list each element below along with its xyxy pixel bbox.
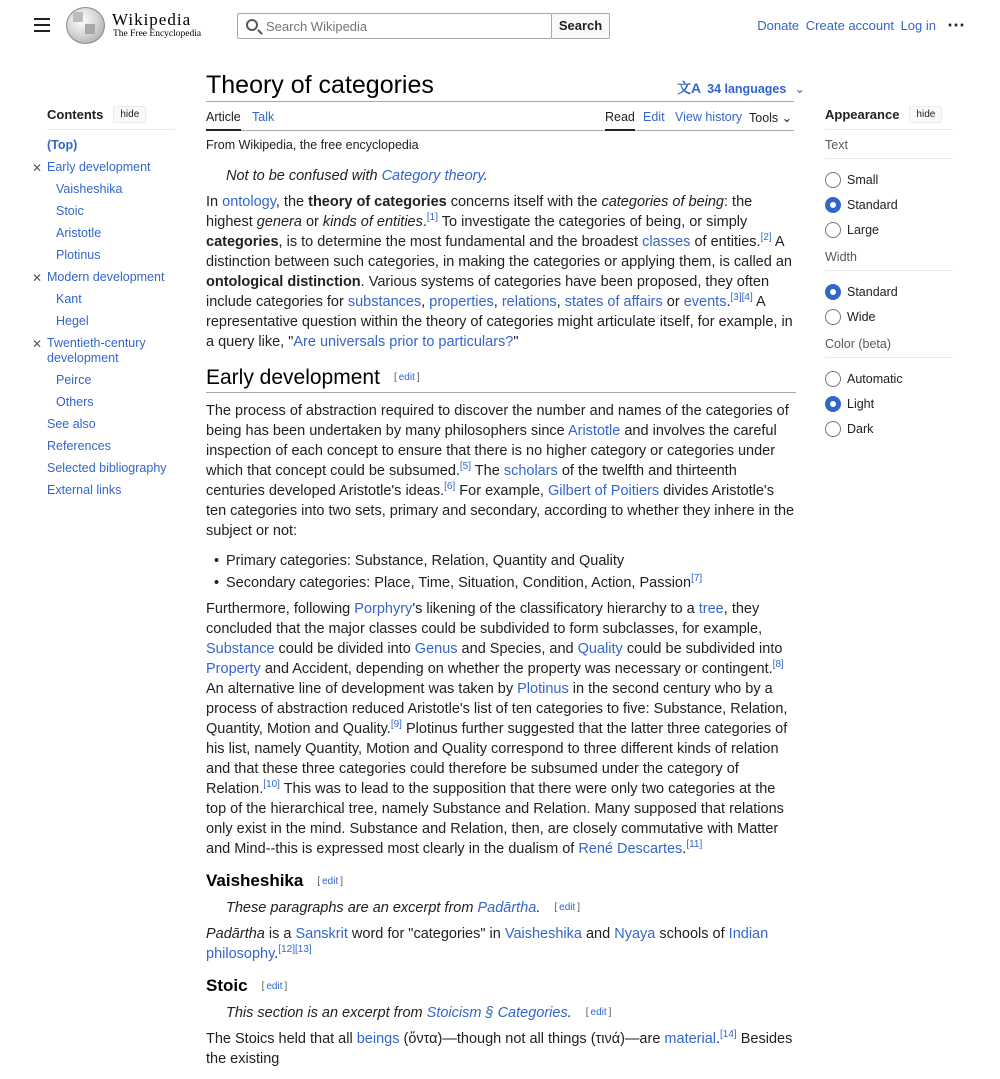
edit-link[interactable]: edit <box>398 372 415 384</box>
collapse-caret-icon[interactable]: ✕ <box>32 271 43 285</box>
width-standard-option[interactable] <box>825 279 953 304</box>
section-heading-stoic <box>206 976 796 997</box>
toc-item-label[interactable]: External links <box>47 483 122 497</box>
toc-item-twentieth-century[interactable] <box>32 336 175 366</box>
early-paragraph-2: Furthermore, following Porphyry's likening of the classificatory hierarchy to a tree, they concluded that the major classes could be subdivided to form subclasses, for example, Substance could be divided into Genus and Species, and Quality could be subdivided into Property and Accident, depending on whether the property was necessary or contingent.[8] An alternative line of development was taken by Plotinus in the second century who by a process of abstraction reduced Aristotle's list of ten categories to five: Substance, Relation, Quantity, Motion and Quality.[9] Plotinus further suggested that the latter three categories of his list, namely Quantity, Motion and Quality correspond to three different kinds of relation and that these three categories could therefore be subsumed under the category of Relation.[10] This was to lead to the supposition that there were only two categories at the top of the hierarchical tree, namely Substance and Relation. Many supposed that relations only exist in the mind. Substance and Relation, then, are closely commutative with Matter and Mind--this is expressed most clearly in the dualism of René Descartes.[11] <box>206 601 788 858</box>
heading-text: Stoic <box>206 976 248 996</box>
chevron-down-icon: ⌄ <box>781 111 793 125</box>
toc-item-label[interactable]: Vaisheshika <box>56 182 123 196</box>
substances-link[interactable]: substances <box>347 294 422 310</box>
appearance-hide-button[interactable]: hide <box>909 106 942 123</box>
hatnote-text: These paragraphs are an excerpt from <box>226 899 478 916</box>
edit-section: [ edit ] <box>261 980 288 992</box>
search-icon <box>246 19 258 31</box>
tab-view-history[interactable]: View history <box>675 110 743 124</box>
create-account-link[interactable]: Create account <box>805 18 894 33</box>
table-of-contents <box>32 106 175 505</box>
tab-read[interactable]: Read <box>605 110 635 131</box>
toc-item-label[interactable]: Plotinus <box>56 248 101 262</box>
color-label: Color (beta) <box>825 337 953 358</box>
more-options-icon[interactable]: ⋯ <box>947 15 966 35</box>
toc-item-references[interactable] <box>47 439 175 454</box>
width-wide-option[interactable] <box>825 304 953 329</box>
toc-item-label[interactable]: Hegel <box>56 314 89 328</box>
language-count[interactable]: 34 languages <box>707 82 787 96</box>
toc-item-label[interactable]: Others <box>56 395 94 409</box>
tools-menu[interactable] <box>749 110 792 125</box>
section-heading-vaisheshika <box>206 871 796 892</box>
edit-section: [ edit ] <box>317 875 344 887</box>
option-label: Standard <box>847 284 898 299</box>
toc-item-label[interactable]: Peirce <box>56 373 92 387</box>
edit-section: [ edit ] <box>393 372 420 384</box>
toc-item-label[interactable]: Early development <box>47 160 151 174</box>
tab-edit[interactable]: Edit <box>643 110 665 124</box>
radio-button[interactable] <box>825 421 841 437</box>
descartes-link[interactable]: René Descartes <box>578 841 683 858</box>
hatnote-text: Not to be confused with <box>226 168 382 184</box>
nyaya-link[interactable]: Nyaya <box>614 926 656 943</box>
edit-link[interactable]: edit <box>590 1006 607 1018</box>
padartha-link[interactable]: Padārtha <box>477 899 537 916</box>
stoicism-categories-link[interactable]: Stoicism § Categories <box>426 1004 568 1021</box>
option-label: Dark <box>847 421 874 436</box>
text-large-option[interactable] <box>825 217 953 242</box>
indian-philosophy-link[interactable]: Indian philosophy <box>206 926 769 963</box>
edit-section: [ edit ] <box>585 1006 612 1018</box>
site-header <box>0 0 1000 52</box>
list-item: • Secondary categories: Place, Time, Situation, Condition, Action, Passion[7] <box>226 573 796 593</box>
edit-section: [ edit ] <box>554 902 581 914</box>
color-dark-option[interactable] <box>825 416 953 441</box>
option-label: Standard <box>847 197 898 212</box>
color-automatic-option[interactable] <box>825 366 953 391</box>
collapse-caret-icon[interactable]: ✕ <box>32 161 43 175</box>
toc-item-see-also[interactable] <box>47 417 175 432</box>
toc-hide-button[interactable]: hide <box>113 106 146 123</box>
option-label: Wide <box>847 309 876 324</box>
chevron-down-icon: ⌄ <box>794 82 805 96</box>
radio-button[interactable] <box>825 309 841 325</box>
category-theory-link[interactable]: Category theory <box>381 168 484 184</box>
gilbert-link[interactable]: Gilbert of Poitiers <box>547 483 660 500</box>
events-link[interactable]: events <box>683 294 727 310</box>
toc-item-top[interactable] <box>47 138 175 153</box>
quality-link[interactable]: Quality <box>577 641 623 658</box>
toc-item-label[interactable]: Twentieth-century development <box>47 336 146 365</box>
option-label: Automatic <box>847 371 903 386</box>
toc-item-external-links[interactable] <box>47 483 175 498</box>
toc-item-selected-bibliography[interactable] <box>47 461 175 476</box>
user-links <box>754 18 936 33</box>
radio-button[interactable] <box>825 172 841 188</box>
option-label: Large <box>847 222 879 237</box>
donate-link[interactable]: Donate <box>757 18 800 33</box>
toc-item-early-development[interactable] <box>32 160 175 175</box>
option-label: Light <box>847 396 875 411</box>
toc-item-label[interactable]: Aristotle <box>56 226 102 240</box>
excerpt-hatnote: This section is an excerpt from Stoicism § Categories. [ edit ] <box>226 1004 612 1021</box>
width-label: Width <box>825 250 953 271</box>
article-body <box>206 166 796 1079</box>
states-of-affairs-link[interactable]: states of affairs <box>564 294 663 310</box>
toc-item-label[interactable]: Kant <box>56 292 82 306</box>
toc-item-peirce[interactable] <box>47 373 175 388</box>
toc-item-label[interactable]: (Top) <box>47 138 78 152</box>
search-button[interactable]: Search <box>551 13 610 39</box>
radio-button[interactable] <box>825 197 841 213</box>
edit-link[interactable]: edit <box>322 875 339 887</box>
wikipedia-logo-globe[interactable] <box>66 7 105 44</box>
collapse-caret-icon[interactable]: ✕ <box>32 337 43 351</box>
toc-item-label[interactable]: Modern development <box>47 270 165 284</box>
toc-item-modern-development[interactable] <box>32 270 175 285</box>
log-in-link[interactable]: Log in <box>900 18 936 33</box>
wikipedia-tagline: The Free Encyclopedia <box>113 29 202 39</box>
edit-link[interactable]: edit <box>266 980 283 992</box>
plotinus-link[interactable]: Plotinus <box>517 681 569 698</box>
site-sub: From Wikipedia, the free encyclopedia <box>206 138 419 152</box>
option-label: Small <box>847 172 879 187</box>
sanskrit-link[interactable]: Sanskrit <box>295 926 348 943</box>
language-selector[interactable] <box>677 78 805 98</box>
tab-article[interactable]: Article <box>206 110 241 131</box>
text-standard-option[interactable] <box>825 192 953 217</box>
radio-button[interactable] <box>825 371 841 387</box>
toc-item-label[interactable]: Selected bibliography <box>47 461 167 475</box>
material-link[interactable]: material <box>664 1030 716 1047</box>
color-light-option[interactable] <box>825 391 953 416</box>
universals-link[interactable]: Are universals prior to particulars? <box>293 334 514 350</box>
main-menu-icon[interactable] <box>34 18 50 32</box>
toc-item-stoic[interactable] <box>47 204 175 219</box>
section-heading-early-development <box>206 368 796 393</box>
genus-link[interactable]: Genus <box>414 641 458 658</box>
edit-link[interactable]: edit <box>559 902 576 914</box>
appearance-title: Appearance <box>825 107 900 122</box>
list-item-text: Primary categories: Substance, Relation, Quantity and Quality <box>226 553 625 570</box>
tools-label: Tools <box>749 111 779 125</box>
list-item <box>226 551 796 571</box>
text-size-label: Text <box>825 138 953 159</box>
toc-item-label[interactable]: Stoic <box>56 204 84 218</box>
toc-item-kant[interactable] <box>47 292 175 307</box>
language-icon: 文A <box>677 80 702 96</box>
stoic-paragraph: The Stoics held that all beings (ὄντα)—though not all things (τινά)—are material.[14] Besides the existing <box>206 1029 793 1067</box>
toc-item-label[interactable]: See also <box>47 417 96 431</box>
vaisheshika-paragraph: Padārtha is a Sanskrit word for "categories" in Vaisheshika and Nyaya schools of Indian philosophy.[12][13] <box>206 926 769 963</box>
hatnote: Not to be confused with Category theory. <box>226 168 488 184</box>
toc-item-others[interactable] <box>47 395 175 410</box>
hatnote-text: This section is an excerpt from <box>226 1004 427 1021</box>
radio-button[interactable] <box>825 284 841 300</box>
classes-link[interactable]: classes <box>642 234 691 250</box>
page-tabs <box>206 101 794 131</box>
page-title: Theory of categories <box>206 71 434 99</box>
tree-link[interactable]: tree <box>698 601 724 618</box>
toc-item-label[interactable]: References <box>47 439 111 453</box>
substance-link[interactable]: Substance <box>206 641 275 658</box>
appearance-panel <box>825 106 953 441</box>
toc-item-hegel[interactable] <box>47 314 175 329</box>
search-box[interactable] <box>237 13 552 39</box>
intro-paragraph: In ontology, the theory of categories concerns itself with the categories of being: the highest genera or kinds of entities.[1] To investigate the categories of being, or simply categories, is to determine the most fundamental and the broadest classes of entities.[2] A distinction between such categories, in making the categories or applying them, is called an ontological distinction. Various systems of categories have been proposed, they often include categories for substances, properties, relations, states of affairs or events.[3][4] A representative question within the theory of categories might articulate itself, for example, in a query like, "Are universals prior to particulars?" <box>206 194 793 350</box>
search-input[interactable] <box>266 17 546 35</box>
toc-item-aristotle[interactable] <box>47 226 175 241</box>
aristotle-link[interactable]: Aristotle <box>567 423 621 440</box>
beings-link[interactable]: beings <box>356 1030 400 1047</box>
porphyry-link[interactable]: Porphyry <box>354 601 413 618</box>
radio-button[interactable] <box>825 222 841 238</box>
category-list <box>226 551 796 593</box>
property-link[interactable]: Property <box>206 661 261 678</box>
toc-title: Contents <box>47 107 104 122</box>
ontology-link[interactable]: ontology <box>222 194 276 210</box>
vaisheshika-link[interactable]: Vaisheshika <box>504 926 582 943</box>
scholars-link[interactable]: scholars <box>503 463 558 480</box>
relations-link[interactable]: relations <box>501 294 557 310</box>
toc-item-plotinus[interactable] <box>47 248 175 263</box>
heading-text: Vaisheshika <box>206 871 304 891</box>
properties-link[interactable]: properties <box>429 294 494 310</box>
heading-text: Early development <box>206 366 380 389</box>
early-paragraph-1: The process of abstraction required to discover the number and names of the categories of being has been undertaken by many philosophers since Aristotle and involves the careful inspection of each concept to ensure that there is no higher category or categories under which that concept could be subsumed.[5] The scholars of the twelfth and thirteenth centuries developed Aristotle's ideas.[6] For example, Gilbert of Poitiers divides Aristotle's ten categories into two sets, primary and secondary, according to whether they inhere in the subject or not: <box>206 403 795 540</box>
tab-talk[interactable]: Talk <box>252 110 275 124</box>
excerpt-hatnote: These paragraphs are an excerpt from Padārtha. [ edit ] <box>226 899 581 916</box>
wikipedia-wordmark[interactable]: Wikipedia <box>112 10 192 29</box>
list-item-text: Secondary categories: Place, Time, Situation, Condition, Action, Passion <box>226 575 692 592</box>
radio-button[interactable] <box>825 396 841 412</box>
toc-item-vaisheshika[interactable] <box>47 182 175 197</box>
text-small-option[interactable] <box>825 167 953 192</box>
